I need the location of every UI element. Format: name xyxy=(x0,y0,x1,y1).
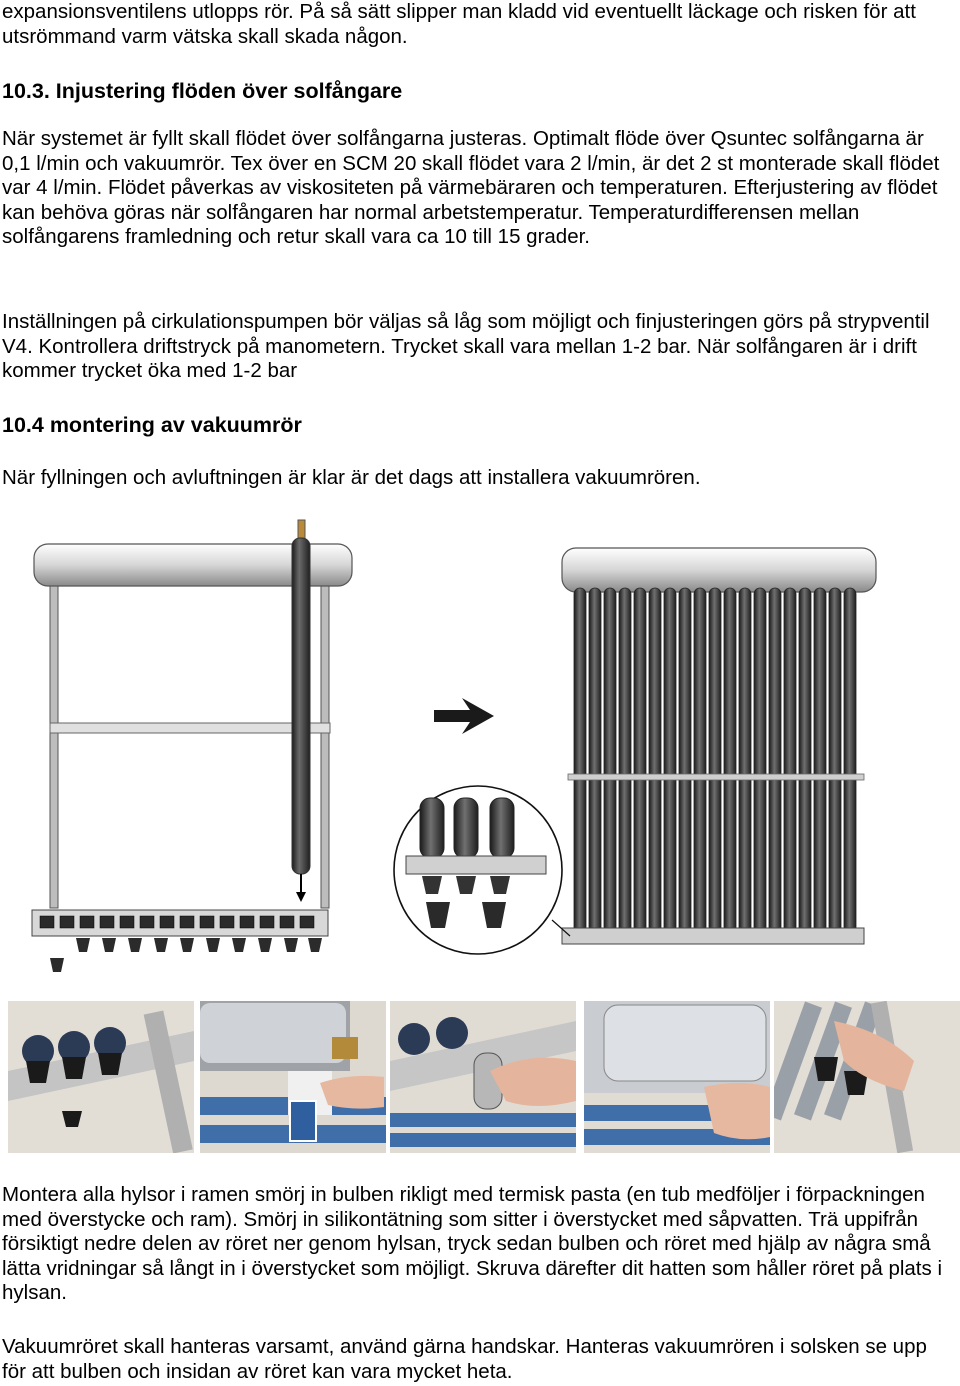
photo-step-2 xyxy=(200,1001,386,1153)
photo-step-1 xyxy=(8,1001,194,1153)
section-heading-10-4: 10.4 montering av vakuumrör xyxy=(2,413,302,437)
intro-paragraph: expansionsventilens utlopps rör. På så sätt slipper man kladd vid eventuellt läckage och risken för att utsrömmand varm vätska skall skada någon. xyxy=(2,0,916,48)
down-arrow-icon xyxy=(296,892,306,902)
manifold-header xyxy=(562,548,876,592)
photo-step-5 xyxy=(774,1001,960,1153)
full-collector-diagram xyxy=(392,540,892,980)
vacuum-tube-array xyxy=(574,588,856,936)
handling-warning-paragraph: Vakuumröret skall hanteras varsamt, använd gärna handskar. Hanteras vakuumrören i solsken se upp för att bulben och insidan av röret kan vara mycket heta. xyxy=(2,1335,927,1383)
photo-step-4 xyxy=(584,1001,770,1153)
installation-paragraph: Montera alla hylsor i ramen smörj in bulben rikligt med termisk pasta (en tub medföljer i förpackningen med överstycke och ram). Smörj in silikontätning som sitter i överstycket med såpvatten. Trä uppifrån försiktigt nedre delen av röret ner genom hylsan, tryck sedan bulben och röret med hjälp av några små lätta vridningar så långt in i överstycket som möjligt. Skruva därefter dit hatten som håller röret på plats i hylsan. xyxy=(2,1183,943,1305)
tube-cups xyxy=(50,938,322,972)
photo-step-3 xyxy=(390,1001,576,1153)
section-heading-10-3: 10.3. Injustering flöden över solfångare xyxy=(2,79,403,103)
flow-adjust-paragraph: När systemet är fyllt skall flödet över solfångarna justeras. Optimalt flöde över Qsuntec solfångarna är 0,1 l/min och vakuumrör. Tex över en SCM 20 skall flödet vara 2 l/min, är det 2 st monterade skall flödet var 4 l/min. Flödet påverkas av viskositeten på värmebäraren och temperaturen. Efterjustering av flödet kan behöva göras när solfångaren har normal arbetstemperatur. Temperaturdifferensen mellan solfångarens framledning och retur skall vara ca 10 till 15 grader. xyxy=(2,127,940,249)
frame-single-tube-diagram xyxy=(28,518,358,980)
pump-setting-paragraph: Inställningen på cirkulationspumpen bör väljas så låg som möjligt och finjusteringen görs på strypventil V4. Kontrollera driftstryck på manometern. Trycket skall vara mellan 1-2 bar. När solfångaren är i drift kommer trycket öka med 1-2 bar xyxy=(2,310,930,383)
install-intro-paragraph: När fyllningen och avluftningen är klar är det dags att installera vakuumrören. xyxy=(2,466,701,489)
vacuum-tube xyxy=(292,538,310,874)
